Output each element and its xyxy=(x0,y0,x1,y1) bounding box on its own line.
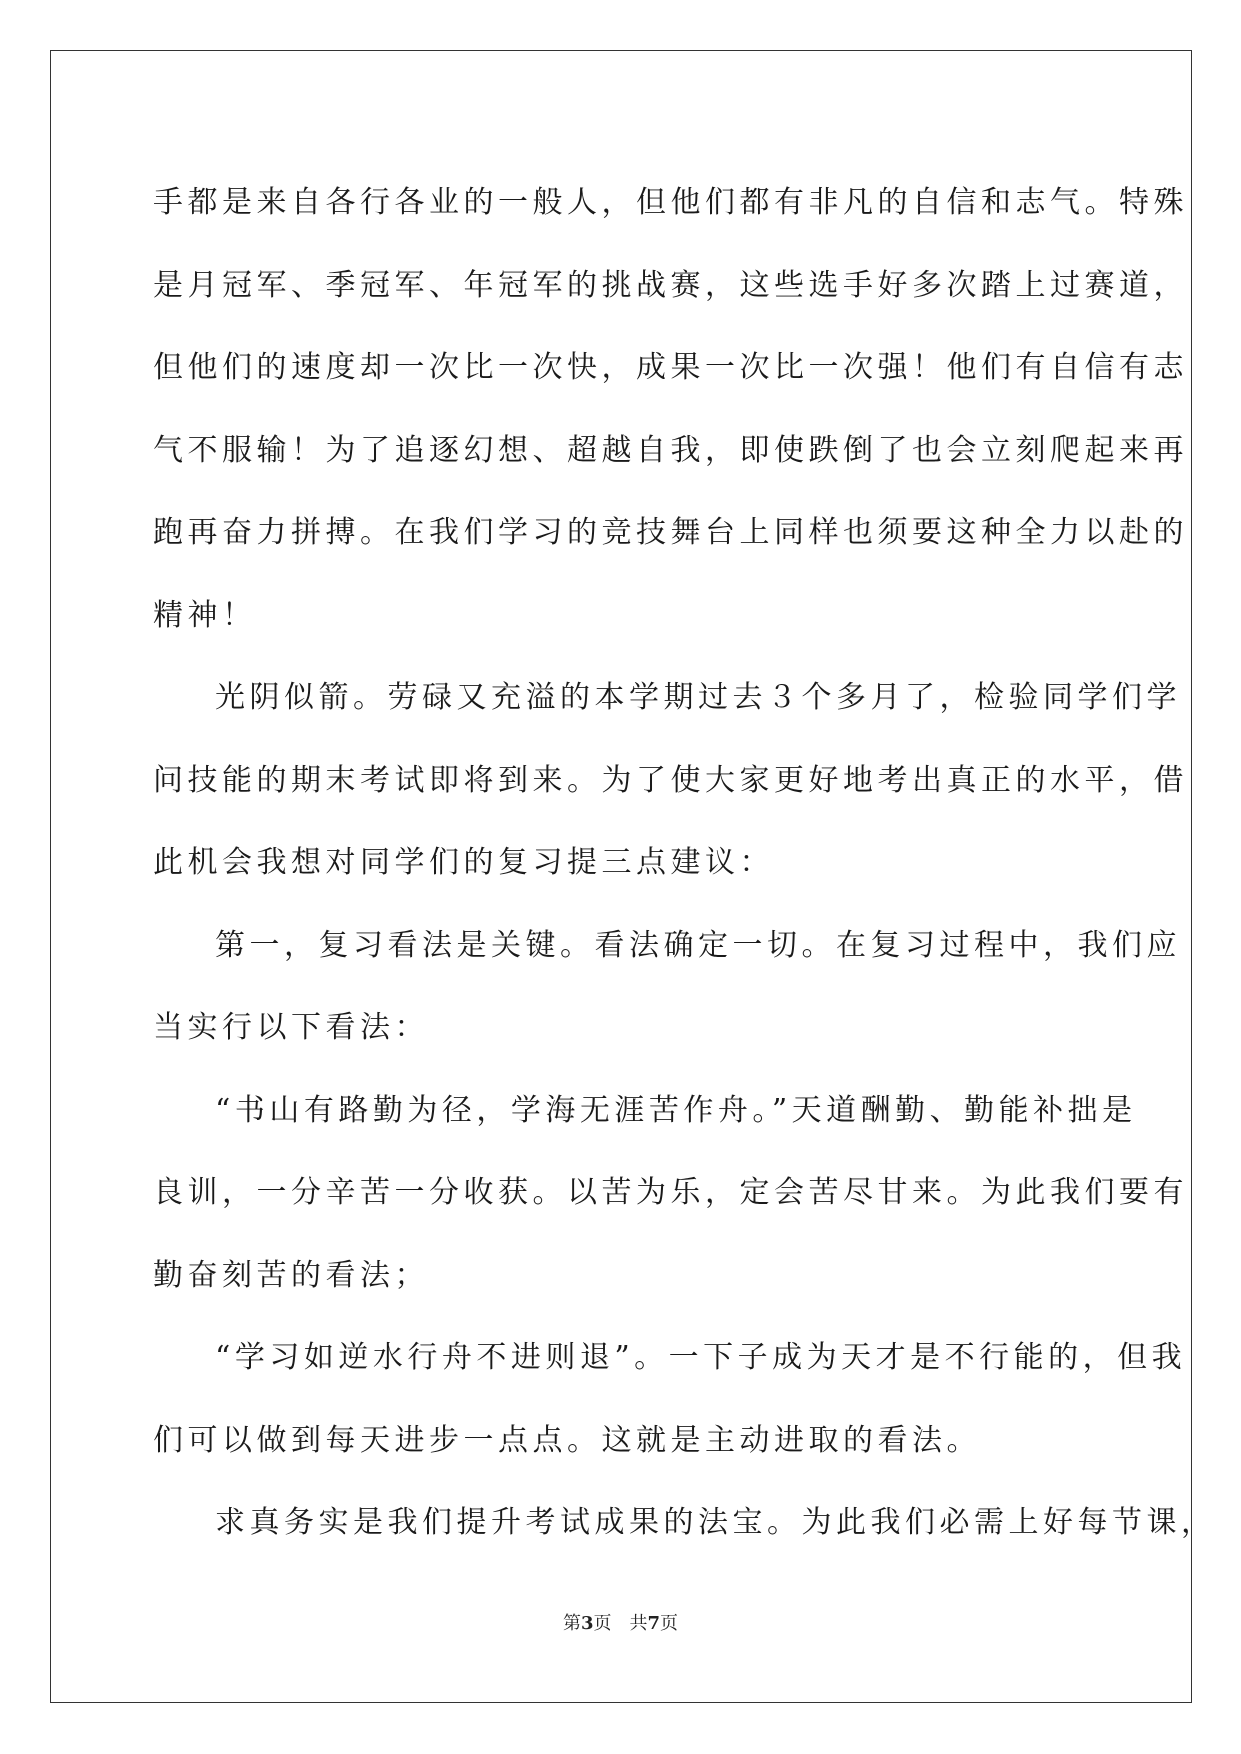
body-line: 手都是来自各行各业的一般人，但他们都有非凡的自信和志气。特殊 xyxy=(153,185,1188,220)
body-line: 们可以做到每天进步一点点。这就是主动进取的看法。 xyxy=(153,1422,981,1458)
page-prefix: 第 xyxy=(562,1613,581,1634)
page-current: 3 xyxy=(580,1613,594,1634)
body-line: 气不服输！为了追逐幻想、超越自我，即使跌倒了也会立刻爬起来再 xyxy=(153,432,1188,468)
body-line: 问技能的期末考试即将到来。为了使大家更好地考出真正的水平，借 xyxy=(153,762,1188,798)
paragraph-start-line: 第一，复习看法是关键。看法确定一切。在复习过程中，我们应 xyxy=(215,927,1181,963)
page-unit: 页 xyxy=(593,1613,612,1634)
body-line: 良训，一分辛苦一分收获。以苦为乐，定会苦尽甘来。为此我们要有 xyxy=(153,1175,1188,1210)
total-prefix: 共 xyxy=(629,1613,648,1634)
paragraph-start-line: “学习如逆水行舟不进则退”。一下子成为天才是不行能的，但我 xyxy=(215,1340,1187,1375)
total-unit: 页 xyxy=(660,1613,679,1634)
body-line: 精神！ xyxy=(153,597,257,633)
page-footer xyxy=(0,1609,1241,1635)
document-body xyxy=(153,162,1216,1565)
paragraph-start-line: 求真务实是我们提升考试成果的法宝。为此我们必需上好每节课， xyxy=(215,1505,1216,1540)
paragraph-start-line: 光阴似箭。劳碌又充溢的本学期过去３个多月了，检验同学们学 xyxy=(215,680,1181,715)
page-total: 7 xyxy=(647,1613,661,1634)
body-line: 当实行以下看法： xyxy=(153,1010,429,1045)
body-line: 是月冠军、季冠军、年冠军的挑战赛，这些选手好多次踏上过赛道， xyxy=(153,267,1188,303)
body-line: 跑再奋力拼搏。在我们学习的竞技舞台上同样也须要这种全力以赴的 xyxy=(153,515,1188,550)
paragraph-start-line: “书山有路勤为径，学海无涯苦作舟。”天道酬勤、勤能补拙是 xyxy=(215,1092,1137,1128)
body-line: 但他们的速度却一次比一次快，成果一次比一次强！他们有自信有志 xyxy=(153,350,1188,385)
body-line: 勤奋刻苦的看法； xyxy=(153,1257,429,1293)
body-line: 此机会我想对同学们的复习提三点建议： xyxy=(153,845,774,880)
